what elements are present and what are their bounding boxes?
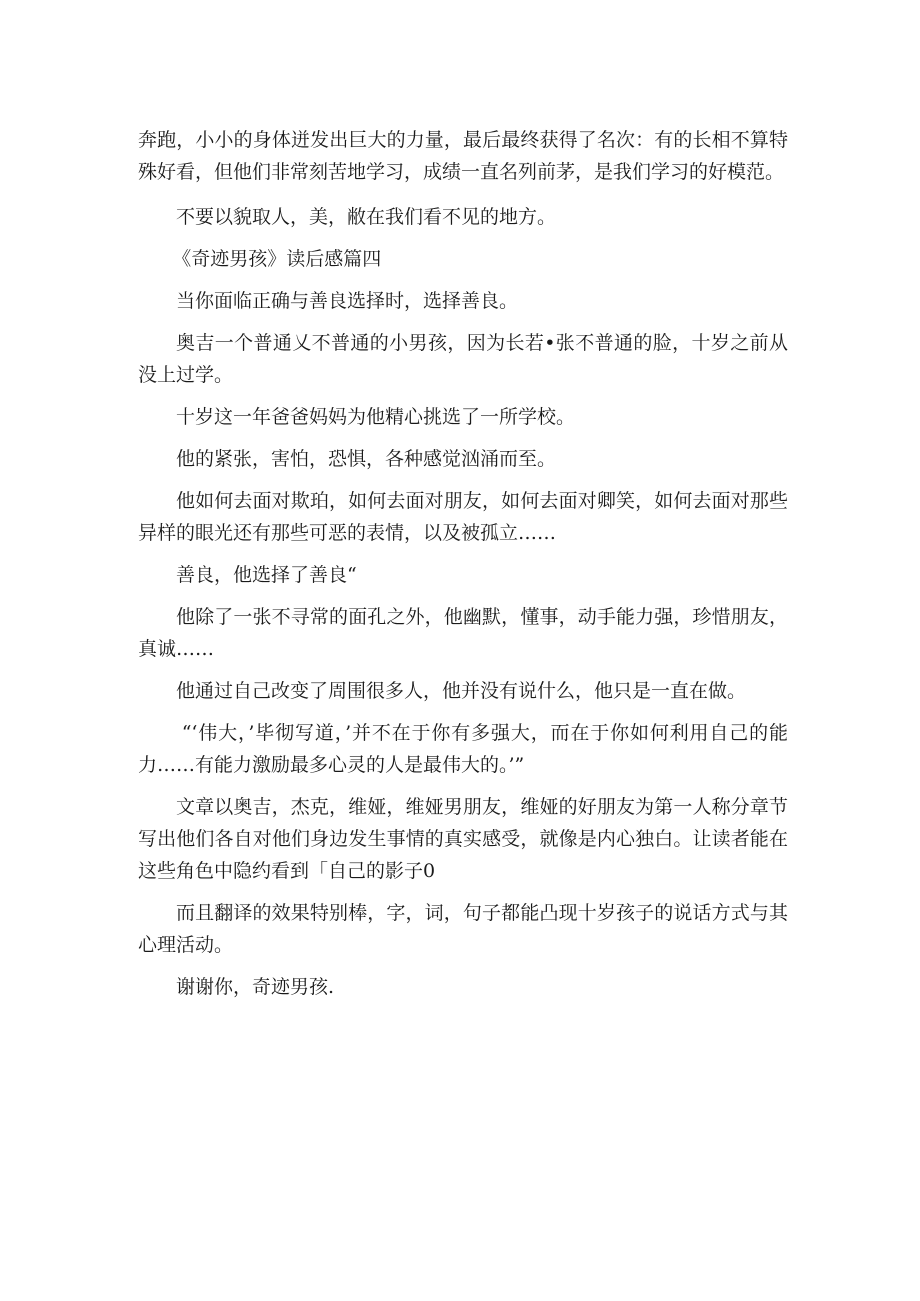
paragraph-continuation: 奔跑，小小的身体迸发出巨大的力量，最后最终获得了名次：有的长相不算特殊好看，但他们非常刻苦地学习，成绩一直名列前茅，是我们学习的好模范。 [138, 129, 788, 183]
paragraph: 他的紧张，害怕，恐惧，各种感觉汹涌而至。 [176, 448, 557, 470]
closing-paragraph: 谢谢你，奇迹男孩. [176, 976, 335, 998]
section-heading: 《奇迹男孩》读后感篇四 [172, 248, 382, 270]
paragraph: 他除了一张不寻常的面孔之外，他幽默，懂事，动手能力强，珍惜朋友，真诚…… [138, 606, 788, 660]
paragraph: 而且翻译的效果特别棒，字，词，句子都能凸现十岁孩子的说话方式与其心理活动。 [138, 902, 788, 956]
paragraph: 善良，他选择了善良“ [176, 564, 357, 586]
document-body [138, 124, 788, 1013]
quote-paragraph: “‘伟大，’毕彻写道，’并不在于你有多强大，而在于你如何利用自己的能力……有能力激励最多心灵的人是最伟大的。’” [138, 722, 788, 776]
paragraph: 他通过自己改变了周围很多人，他并没有说什么，他只是一直在做。 [176, 680, 747, 702]
paragraph: 文章以奥吉，杰克，维娅，维娅男朋友，维娅的好朋友为第一人称分章节写出他们各自对他们身边发生事情的真实感受，就像是内心独白。让读者能在这些角色中隐约看到「自己的影子0 [138, 796, 788, 882]
paragraph: 十岁这一年爸爸妈妈为他精心挑选了一所学校。 [176, 406, 576, 428]
paragraph: 不要以貌取人，美，敝在我们看不见的地方。 [176, 206, 557, 228]
paragraph: 当你面临正确与善良选择时，选择善良。 [176, 290, 519, 312]
paragraph: 他如何去面对欺珀，如何去面对朋友，如何去面对卿笑，如何去面对那些异样的眼光还有那些可恶的表情，以及被孤立…… [138, 490, 788, 544]
paragraph: 奥吉一个普通乂不普通的小男孩，因为长若•张不普通的脸，十岁之前从没上过学。 [138, 332, 788, 386]
